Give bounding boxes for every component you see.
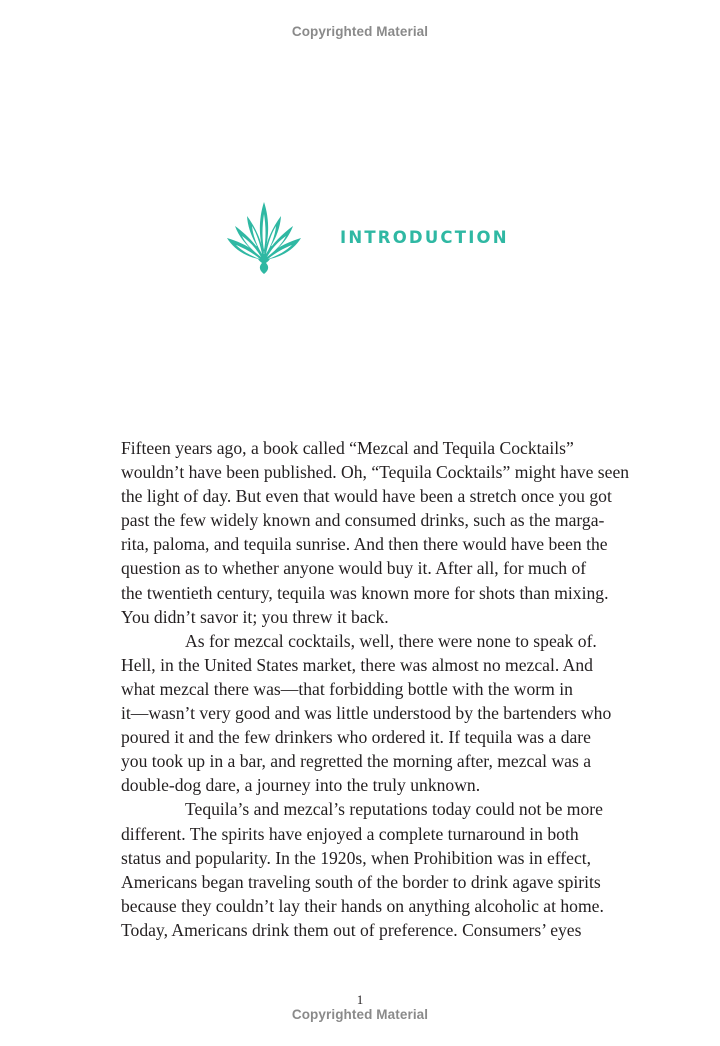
body-text [121, 436, 651, 942]
copyright-watermark-bottom: Copyrighted Material [291, 1007, 429, 1022]
text-line: question as to whether anyone would buy it. After all, for much of [121, 558, 587, 579]
chapter-title: INTRODUCTION [340, 227, 509, 247]
text-line: the light of day. But even that would have been a stretch once you got [121, 486, 612, 507]
text-line: You didn’t savor it; you threw it back. [121, 606, 389, 627]
paragraph [121, 436, 651, 629]
text-line: what mezcal there was—that forbidding bottle with the worm in [121, 678, 573, 699]
paragraph [121, 629, 651, 798]
text-line: you took up in a bar, and regretted the morning after, mezcal was a [121, 751, 592, 772]
text-line: Tequila’s and mezcal’s reputations today could not be more [185, 799, 603, 820]
text-line: Hell, in the United States market, there was almost no mezcal. And [121, 654, 593, 675]
text-line: As for mezcal cocktails, well, there were none to speak of. [185, 630, 597, 651]
text-line: Fifteen years ago, a book called “Mezcal and Tequila Cocktails” [121, 438, 574, 458]
text-line: the twentieth century, tequila was known more for shots than mixing. [121, 582, 609, 603]
text-line: rita, paloma, and tequila sunrise. And then there would have been the [121, 534, 608, 555]
text-line: different. The spirits have enjoyed a complete turnaround in both [121, 823, 579, 844]
chapter-heading [226, 200, 509, 274]
text-line: because they couldn’t lay their hands on anything alcoholic at home. [121, 895, 604, 916]
text-line: it—wasn’t very good and was little understood by the bartenders who [121, 703, 612, 724]
text-line: Today, Americans drink them out of preference. Consumers’ eyes [121, 919, 582, 940]
text-line: wouldn’t have been published. Oh, “Tequila Cocktails” might have seen [121, 462, 630, 483]
agave-lotus-icon [226, 200, 302, 274]
text-line: poured it and the few drinkers who ordered it. If tequila was a dare [121, 727, 591, 748]
copyright-watermark-top: Copyrighted Material [291, 24, 429, 39]
text-line: double-dog dare, a journey into the truly unknown. [121, 775, 481, 796]
text-line: status and popularity. In the 1920s, when Prohibition was in effect, [121, 847, 592, 868]
paragraph [121, 797, 651, 942]
text-line: Americans began traveling south of the border to drink agave spirits [121, 871, 601, 892]
text-line: past the few widely known and consumed drinks, such as the marga- [121, 510, 605, 531]
page-number: 1 [356, 992, 364, 1007]
